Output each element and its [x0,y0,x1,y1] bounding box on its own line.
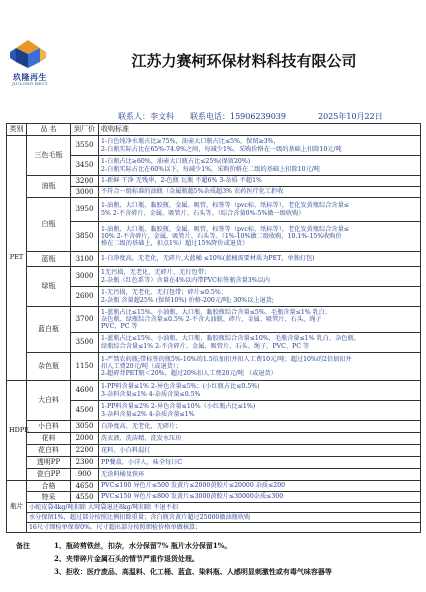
price-cell: 3050 [71,421,99,433]
notes-label: 备注 [16,541,30,550]
header-name: 品 名 [27,124,71,136]
price-cell: 3850 [71,222,99,252]
standard-cell: 1-油瓶、大口瓶、黏胶瓶、金属、吸管、标签等（pvc标、纸标等），老化发黄瓶综合含量≤ 10% 2-不含碎片、金属、吸管片、石头等。（1%-10%做二级收购，10.1%-15%收购价 格在二级的基础上，扣点1%）超过15%降价或退货） [99,222,421,252]
product-name: 花白料 [27,445,71,457]
price-cell: 3700 [71,307,99,333]
header-price: 到厂价 [71,124,99,136]
notes-section [6,540,420,579]
product-name: 合格 [27,481,71,492]
price-cell: 3950 [71,198,99,222]
product-name: 透明PP [27,457,71,469]
standard-cell: 1-PP料含量≤1% 2-异色含量≤5%；(小红瓶占比≤0.5%) 3-杂料含量≤1% 4-杂质含量≤0.5% [99,381,421,401]
standard-cell: 花料、小白料混打 [99,445,421,457]
table-row [7,457,421,469]
table-row [7,176,421,187]
table-row [7,492,421,503]
price-cell: 4650 [71,481,99,492]
standard-cell: 1-白色纯净水瓶占比≥75%，油壶大口瓶占比≤5%，保留≥3%， 2-白瓶实际占比在65%-74.9%之间，每减少1%，采购价格在一级的基础上扣除10元/吨 [99,136,421,156]
standard-cell: PP餐盒，小洋人，味全每日C [99,457,421,469]
table-row [7,252,421,267]
price-cell: 2600 [71,287,99,307]
standard-cell: 洗衣液、洗洁精、洗发水压块 [99,433,421,445]
price-cell: 3000 [71,267,99,287]
table-row [7,445,421,457]
category-pet: PET [7,136,27,381]
product-name: 小白料 [27,421,71,433]
header-category: 类别 [7,124,27,136]
note-item: 2、夹带碎片金属石头的情节严重作退货处理。 [54,554,199,563]
table-row [7,307,421,333]
header-standard: 收购标准 [99,124,421,136]
standard-cell: 1-新鲜 干净 无残串，2-色瓶 瓦瓶 不超6% 3-杂质 不超1% [99,176,421,187]
standard-cell: 1-无污损，无老化、无打包带；碎片≤0.5%； 2-杂瓶 含量超25% (保留10%) 价格-200元/吨; 30%以上退货; [99,287,421,307]
price-cell: 3200 [71,176,99,187]
product-name: 特采 [27,492,71,503]
price-cell: 3100 [71,252,99,267]
product-name: 杂色瓶 [27,353,71,381]
table-header-row [7,124,421,136]
logo-caption: 玖隆再生 [13,72,47,82]
note-item: 1、瓶砖剪铁丝，扣杂，水分保留7% 瓶片水分保留1%。 [54,541,232,550]
price-cell: 2000 [71,433,99,445]
standard-cell: PVC≤150 异色片≤800 发黄片≤3000黄胶片≤30000杂质≤300 [99,492,421,503]
table-row [7,198,421,222]
product-name: 绿瓶 [27,267,71,307]
standard-cell: 1无污损，无老化，无碎片，无打包带； 2-杂瓶（红色系等）含量在4%以内带PVC标签瓶含量3%以内 [99,267,421,287]
category-hdpe: HDPE [7,381,27,481]
note-item: 3、拒收：医疗废品、高温料、化工桶、蓝盒、染料瓶、人感明显刺激性或有毒气味容器等 [54,567,332,576]
flake-note: 小蛇皮袋4kg/吨扣除 大吨袋退还8kg/吨扣除 不退不扣 [27,503,421,513]
standard-cell: 1-白瓶占比≥60%，油壶大口瓶占比≤25%(保留20%) 2-白瓶实际占比在60%以下，每减少1%，采购价格在二级的基础上扣除10元/吨 [99,156,421,176]
contact-person: 联系人：李文科 [118,112,174,121]
contact-row [0,109,426,123]
price-cell: 3550 [71,136,99,156]
price-cell: 3500 [71,333,99,353]
product-name: 蓝瓶 [27,252,71,267]
table-row [7,136,421,156]
product-name: 蓝白瓶 [27,307,71,353]
product-name: 瓷白PP [27,469,71,481]
product-name: 花料 [27,433,71,445]
table-row [7,469,421,481]
table-row [7,523,421,533]
price-cell: 4600 [71,381,99,401]
price-cell: 900 [71,469,99,481]
table-row [7,353,421,381]
header [0,0,426,110]
price-cell: 1150 [71,353,99,381]
contact-phone: 联系电话：15906239039 [190,112,286,121]
product-name: 油瓶 [27,176,71,198]
product-name: 白瓶 [27,198,71,252]
flake-note: 16尺寸细检单保留0%。尺寸超出部分按照细检价格单做核算； [27,523,421,533]
standard-cell: 1-白净度高，无老化，无碎片,大蓝桶 ≤10%(蓝桶需要材质为PET，单独打包) [99,252,421,267]
price-cell: 2300 [71,457,99,469]
price-cell: 3450 [71,156,99,176]
product-name: 三色毛瓶 [27,136,71,176]
standard-cell: 1-油瓶、大口瓶、黏胶瓶、金属、吸管、标签等（pvc标、纸标等），老化发黄瓶综合含量≤ 5% 2-不含碎片、金属、吸管片、石头等。（综合含量0%-5%做一级收购） [99,198,421,222]
standard-cell: 白净度高，无老化，无碎片； [99,421,421,433]
company-title: 江苏力赛柯环保材料科技有限公司 [131,52,357,70]
flake-note: 水分保留1%，超过部分按照比例扣除重量；含白瓶含黄片超过25000做油瓶收购 [27,513,421,523]
product-name: 大白料 [27,381,71,421]
standard-cell: 1-蓝瓶占比≤15%、小油瓶、大口瓶、黏胶瓶综合含量≤5%、毛瓶含量≤1% 乳白、 杂色瓶、绿瓶综合含量≤0.5% 2-不含大油瓶、碎片、金属、吸管片、石头、绳子 PVC、PC 等 [99,307,421,333]
standard-cell: 1-PP料含量≤2% 2-异色含量≤10%（小红瓶占比≤1%) 3-杂料含量≤2% 4-杂质含量≤1% [99,401,421,421]
standard-cell: 无涂料桶及铁环 [99,469,421,481]
standard-cell: 1-严禁农药瓶;带标签的瓶5%-10%的1.5倍加扣并扣人工费10元/吨；超过10%的2倍加扣并 扣人工费20元/吨（或退货）； 2-超碎背PET瓶＜20%，超过20%扣人工费20元/吨 （或退货） [99,353,421,381]
table-row [7,381,421,401]
standard-cell: 不符合一级标准的油瓶（金属瓶超5%杂质超3% 农药医疗化工拒收 [99,187,421,198]
table-row [7,513,421,523]
table-row [7,481,421,492]
logo-subcaption: JIULONG RECY [12,81,48,86]
price-cell: 4500 [71,401,99,421]
table-row [7,421,421,433]
category-bottle-flake: 瓶片 [7,481,27,533]
price-table [6,123,421,533]
standard-cell: 1-蓝瓶占比≤15%、小油瓶、大口瓶、黏胶瓶综合含量≤10%，毛瓶含量≤1% 乳白、杂色瓶、 绿瓶综合含量≤1% 2-不含碎片、金属、吸管片、石头、绳子、PVC、PC 等 [99,333,421,353]
price-cell: 2200 [71,445,99,457]
table-row [7,433,421,445]
standard-cell: PVC≤100 异色片≤500 发黄片≤2000黄胶片≤20000 杂质≤200 [99,481,421,492]
table-row [7,267,421,287]
price-date: 2025年10月22日 [318,112,383,121]
price-cell: 3000 [71,187,99,198]
price-cell: 4550 [71,492,99,503]
table-row [7,503,421,513]
